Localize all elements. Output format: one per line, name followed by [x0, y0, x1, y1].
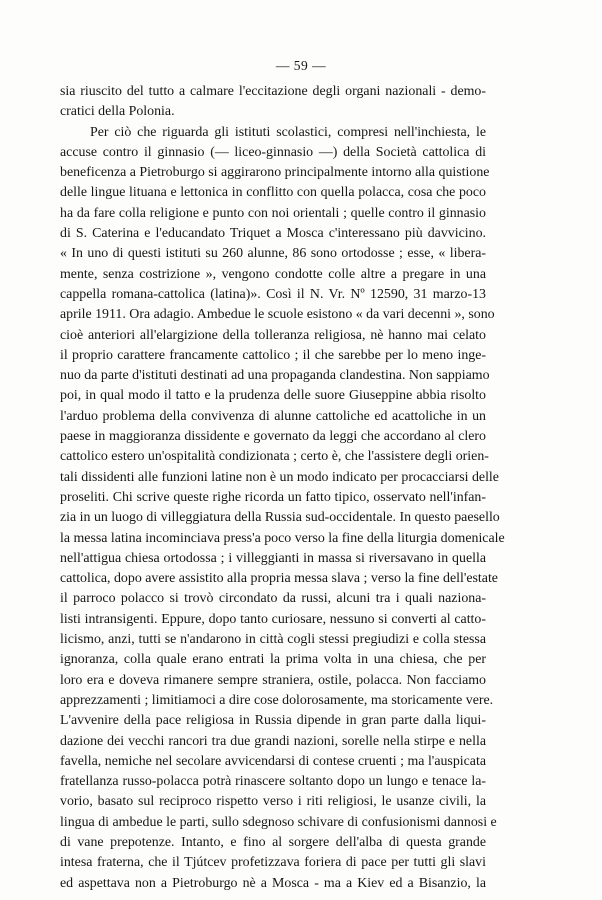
text-line: ha da fare colla religione e punto con noi orientali ; quelle contro il ginnasio: [60, 205, 486, 221]
text-line: di S. Caterina e l'educandato Triquet a Mosca c'interessano più davvicino.: [60, 226, 486, 242]
text-line: « In uno di questi istituti su 260 alunne, 86 sono ortodosse ; esse, « libera-: [60, 246, 486, 262]
text-line: cattolica, dopo avere assistito alla propria messa slava ; verso la fine dell'estate: [60, 571, 498, 587]
text-line: apprezzamenti ; limitiamoci a dire cose dolorosamente, ma storicamente vere.: [60, 692, 494, 708]
text-line: dazione dei vecchi rancori tra due grandi nazioni, sorelle nella stirpe e nella: [60, 733, 486, 749]
text-line: paese in maggioranza dissidente e governato da leggi che accordano al clero: [60, 429, 486, 445]
text-line: proseliti. Chi scrive queste righe ricorda un fatto tipico, osservato nell'infan-: [60, 489, 486, 505]
text-line: L'avvenire della pace religiosa in Russia dipende in gran parte dalla liqui-: [60, 713, 486, 729]
text-line: tali dissidenti alle funzioni latine non è un modo indicato per procacciarsi delle: [60, 469, 499, 485]
text-line: cioè anteriori all'elargizione della tolleranza religiosa, nè hanno mai celato: [60, 327, 486, 343]
text-line: lingua di ambedue le parti, sullo sdegnoso schivare di confusionismi dannosi e: [60, 814, 497, 830]
text-line: il parroco polacco si trovò circondato da russi, alcuni tra i quali naziona-: [60, 591, 486, 607]
body-text: [60, 82, 505, 894]
text-line: di vane prepotenze. Intanto, e fino al sorgere dell'alba di questa grande: [60, 834, 486, 850]
text-line: la messa latina incominciava press'a poco verso la fine della liturgia domenicale: [60, 530, 505, 546]
text-line: cattolico estero un'ospitalità condizionata ; certo è, che l'assistere degli orien-: [60, 449, 489, 465]
text-line: zia in un luogo di villeggiatura della Russia sud-occidentale. In questo paesello: [60, 510, 500, 526]
text-line: sia riuscito del tutto a calmare l'eccitazione degli organi nazionali - demo-: [60, 84, 486, 99]
text-line: ignoranza, colla quale erano entrati la prima volta in una chiesa, che per: [60, 652, 486, 668]
text-line: cappella romana-cattolica (latina)». Così il N. Vr. Nº 12590, 31 marzo-13: [60, 286, 486, 302]
text-line: intesa fraterna, che il Tjútcev profetizzava foriera di pace per tutti gli slavi: [60, 855, 486, 871]
text-line: Per ciò che riguarda gli istituti scolastici, compresi nell'inchiesta, le: [90, 124, 486, 140]
text-line: favella, nemiche nel secolare avvicendarsi di contese cruenti ; ma l'auspicata: [60, 753, 486, 769]
text-line: beneficenza a Pietroburgo si aggirarono principalmente intorno alla quistione: [60, 165, 490, 181]
text-line: loro era e doveva rimanere sempre straniera, ostile, polacca. Non facciamo: [60, 672, 486, 688]
text-line: listi intransigenti. Eppure, dopo tanto curiosare, nessuno si converti al catto-: [60, 611, 486, 627]
text-line: aprile 1911. Ora adagio. Ambedue le scuole esistono « da vari decenni », sono: [60, 307, 495, 323]
text-line: fratellanza russo-polacca potrà rinascere soltanto dopo un lungo e tenace la-: [60, 774, 486, 790]
text-line: ed aspettava non a Pietroburgo nè a Mosca - ma a Kiev ed a Bisanzio, la: [60, 875, 486, 891]
text-line: vorio, basato sul reciproco rispetto verso i riti religiosi, le usanze civili, la: [60, 794, 486, 810]
text-line: il proprio carattere francamente cattolico ; il che sarebbe per lo meno inge-: [60, 347, 486, 363]
text-line: nell'attigua chiesa ortodossa ; i villeggianti in massa si riversavano in quella: [60, 550, 486, 566]
text-line: licismo, anzi, tutti se n'andarono in città cogli stessi pregiudizi e colla stessa: [60, 632, 486, 648]
text-line: poi, in qual modo il tatto e la prudenza delle suore Giuseppine abbia risolto: [60, 388, 486, 404]
text-line: accuse contro il ginnasio (— liceo-ginnasio —) della Società cattolica di: [60, 144, 486, 160]
text-line: mente, senza costrizione », vengono condotte colle altre a pregare in una: [60, 266, 486, 282]
text-line: nuo da parte d'istituti destinati ad una propaganda clandestina. Non sappiamo: [60, 368, 490, 384]
text-line: delle lingue lituana e lettonica in conflitto con quella polacca, cosa che poco: [60, 185, 486, 201]
page-number: — 59 —: [275, 58, 327, 73]
text-line: cratici della Polonia.: [60, 104, 175, 120]
text-line: l'arduo problema della convivenza di alunne cattoliche ed acattoliche in un: [60, 408, 486, 424]
